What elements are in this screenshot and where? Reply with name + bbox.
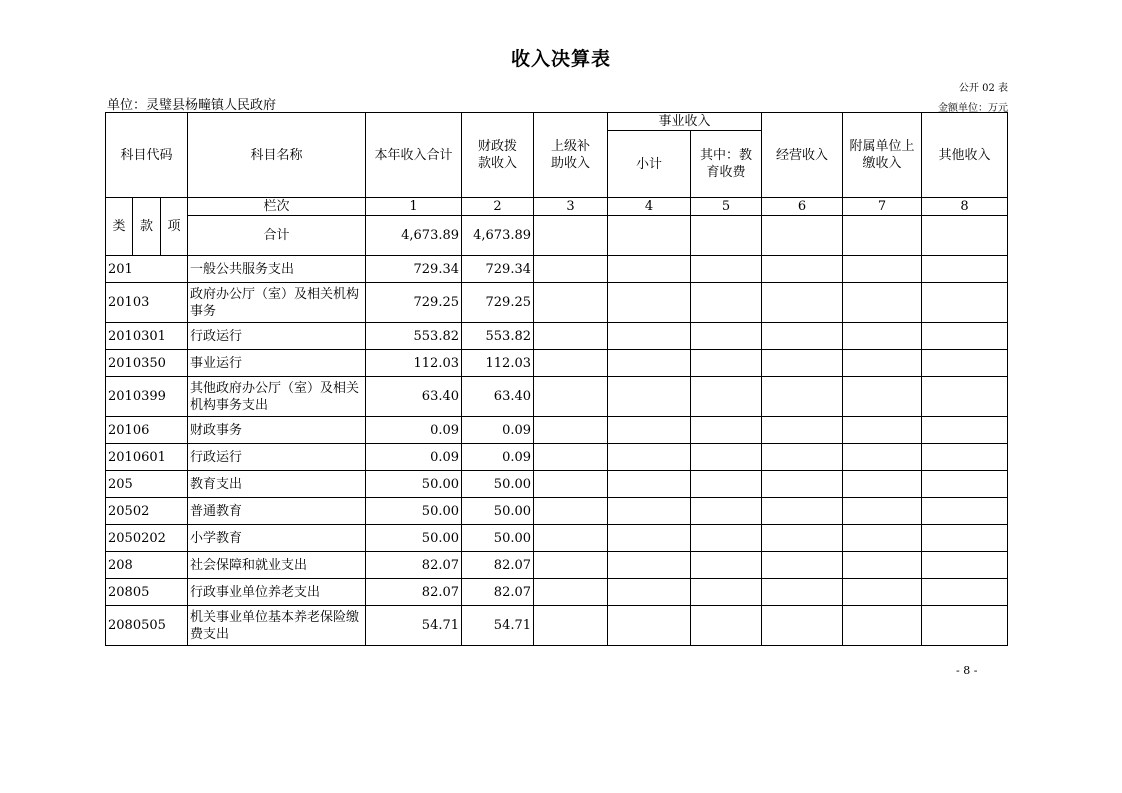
row-value (843, 444, 922, 471)
row-value (843, 579, 922, 606)
income-table (105, 112, 1008, 646)
row-value (843, 417, 922, 444)
row-value (608, 256, 691, 283)
row-value: 553.82 (366, 323, 462, 350)
table-row (106, 471, 1008, 498)
row-code: 20103 (106, 283, 188, 323)
row-value (922, 579, 1008, 606)
row-value (691, 444, 762, 471)
row-value: 553.82 (462, 323, 534, 350)
col-number: 7 (843, 198, 922, 216)
row-value (534, 498, 608, 525)
row-value (608, 350, 691, 377)
row-value (534, 417, 608, 444)
form-code: 公开 02 表 (958, 83, 1008, 94)
row-value (843, 350, 922, 377)
row-value (691, 417, 762, 444)
row-value (534, 606, 608, 646)
page-title: 收入决算表 (510, 48, 611, 70)
header-superior: 上级补助收入 (534, 113, 608, 198)
header-business: 事业收入 (608, 113, 762, 131)
table-row (106, 552, 1008, 579)
row-value (922, 377, 1008, 417)
row-value (922, 606, 1008, 646)
row-value: 54.71 (462, 606, 534, 646)
row-value (762, 417, 843, 444)
row-value (691, 471, 762, 498)
row-name: 机关事业单位基本养老保险缴费支出 (188, 606, 366, 646)
row-value: 729.34 (366, 256, 462, 283)
header-xiang: 项 (161, 198, 188, 256)
row-value (691, 525, 762, 552)
row-code: 2080505 (106, 606, 188, 646)
row-value: 82.07 (366, 552, 462, 579)
row-code: 2010399 (106, 377, 188, 417)
row-value: 50.00 (366, 471, 462, 498)
row-name: 行政运行 (188, 323, 366, 350)
row-value: 63.40 (366, 377, 462, 417)
row-value (843, 283, 922, 323)
row-value (534, 283, 608, 323)
header-education: 其中：教育收费 (691, 131, 762, 198)
col-number: 8 (922, 198, 1008, 216)
header-code: 科目代码 (106, 113, 188, 198)
row-value (762, 283, 843, 323)
row-code: 205 (106, 471, 188, 498)
header-subtotal: 小计 (608, 131, 691, 198)
row-value (691, 256, 762, 283)
row-name: 财政事务 (188, 417, 366, 444)
row-value (922, 552, 1008, 579)
header-fiscal: 财政拨款收入 (462, 113, 534, 198)
row-value (843, 606, 922, 646)
row-value: 112.03 (462, 350, 534, 377)
row-value: 50.00 (366, 525, 462, 552)
row-code: 2010301 (106, 323, 188, 350)
table-row (106, 498, 1008, 525)
table-header (106, 113, 1008, 256)
row-value (762, 606, 843, 646)
row-value (534, 579, 608, 606)
total-cell (608, 216, 691, 256)
row-value: 63.40 (462, 377, 534, 417)
row-value (691, 606, 762, 646)
row-value (608, 471, 691, 498)
row-name: 其他政府办公厅（室）及相关机构事务支出 (188, 377, 366, 417)
row-value (762, 471, 843, 498)
row-value: 50.00 (462, 498, 534, 525)
table-body (106, 256, 1008, 646)
row-value (608, 417, 691, 444)
row-value (608, 552, 691, 579)
row-code: 20805 (106, 579, 188, 606)
total-row (106, 216, 1008, 256)
row-name: 事业运行 (188, 350, 366, 377)
row-value (534, 377, 608, 417)
row-value (608, 579, 691, 606)
table-row (106, 323, 1008, 350)
row-value (843, 323, 922, 350)
header-kuan: 款 (133, 198, 161, 256)
row-value (843, 377, 922, 417)
row-name: 社会保障和就业支出 (188, 552, 366, 579)
row-value (843, 498, 922, 525)
header-lei: 类 (106, 198, 133, 256)
total-cell: 4,673.89 (366, 216, 462, 256)
row-name: 一般公共服务支出 (188, 256, 366, 283)
total-cell (691, 216, 762, 256)
row-value (608, 444, 691, 471)
row-value (762, 256, 843, 283)
row-value (922, 323, 1008, 350)
total-label: 合计 (188, 216, 366, 256)
row-value: 112.03 (366, 350, 462, 377)
total-cell (762, 216, 843, 256)
header-affiliated: 附属单位上缴收入 (843, 113, 922, 198)
table-row (106, 350, 1008, 377)
row-value (762, 498, 843, 525)
row-value (608, 323, 691, 350)
row-value: 729.25 (366, 283, 462, 323)
row-value (691, 377, 762, 417)
table-row (106, 283, 1008, 323)
row-value (922, 525, 1008, 552)
row-name: 普通教育 (188, 498, 366, 525)
row-value (534, 323, 608, 350)
table-row (106, 256, 1008, 283)
col-number: 6 (762, 198, 843, 216)
table-row (106, 525, 1008, 552)
row-value (922, 498, 1008, 525)
row-value: 0.09 (462, 417, 534, 444)
row-value (843, 256, 922, 283)
table-row (106, 444, 1008, 471)
row-value: 50.00 (366, 498, 462, 525)
unit-label: 单位：灵璧县杨疃镇人民政府 (107, 98, 277, 113)
row-value (691, 579, 762, 606)
col-number: 1 (366, 198, 462, 216)
row-name: 政府办公厅（室）及相关机构事务 (188, 283, 366, 323)
row-value (534, 350, 608, 377)
row-value (534, 256, 608, 283)
row-code: 2010350 (106, 350, 188, 377)
row-value (691, 350, 762, 377)
row-value (608, 525, 691, 552)
page-number: - 8 - (956, 664, 978, 677)
table-row (106, 579, 1008, 606)
row-value (691, 552, 762, 579)
header-other: 其他收入 (922, 113, 1008, 198)
row-value: 50.00 (462, 525, 534, 552)
row-value (691, 323, 762, 350)
row-name: 小学教育 (188, 525, 366, 552)
row-name: 行政运行 (188, 444, 366, 471)
col-number: 3 (534, 198, 608, 216)
table-row (106, 417, 1008, 444)
row-value (608, 283, 691, 323)
row-value (843, 552, 922, 579)
col-number: 5 (691, 198, 762, 216)
row-value (922, 256, 1008, 283)
header-column-index: 栏次 (188, 198, 366, 216)
row-value: 729.25 (462, 283, 534, 323)
row-value (534, 552, 608, 579)
row-value (762, 579, 843, 606)
row-value (534, 471, 608, 498)
row-code: 20502 (106, 498, 188, 525)
total-cell (922, 216, 1008, 256)
row-code: 208 (106, 552, 188, 579)
total-cell: 4,673.89 (462, 216, 534, 256)
row-value (534, 525, 608, 552)
row-name: 教育支出 (188, 471, 366, 498)
col-number: 4 (608, 198, 691, 216)
row-value (608, 498, 691, 525)
row-value (691, 283, 762, 323)
row-value: 54.71 (366, 606, 462, 646)
row-value (608, 377, 691, 417)
row-value (922, 471, 1008, 498)
row-value: 729.34 (462, 256, 534, 283)
row-value: 82.07 (462, 552, 534, 579)
row-value (762, 323, 843, 350)
row-value: 82.07 (366, 579, 462, 606)
amount-unit: 金额单位：万元 (938, 103, 1008, 114)
row-value: 50.00 (462, 471, 534, 498)
row-code: 20106 (106, 417, 188, 444)
total-cell (843, 216, 922, 256)
total-cell (534, 216, 608, 256)
row-value (762, 525, 843, 552)
row-value (762, 350, 843, 377)
row-code: 2050202 (106, 525, 188, 552)
header-operating: 经营收入 (762, 113, 843, 198)
row-value: 0.09 (462, 444, 534, 471)
row-value (608, 606, 691, 646)
row-value (843, 471, 922, 498)
row-value (691, 498, 762, 525)
row-value (762, 552, 843, 579)
row-value: 82.07 (462, 579, 534, 606)
row-value (922, 444, 1008, 471)
row-value (534, 444, 608, 471)
row-value (762, 444, 843, 471)
row-value: 0.09 (366, 417, 462, 444)
header-total: 本年收入合计 (366, 113, 462, 198)
row-value (922, 350, 1008, 377)
row-value (762, 377, 843, 417)
row-value (922, 283, 1008, 323)
row-value: 0.09 (366, 444, 462, 471)
col-number: 2 (462, 198, 534, 216)
header-name: 科目名称 (188, 113, 366, 198)
table-row (106, 606, 1008, 646)
row-name: 行政事业单位养老支出 (188, 579, 366, 606)
row-value (922, 417, 1008, 444)
row-code: 201 (106, 256, 188, 283)
row-code: 2010601 (106, 444, 188, 471)
row-value (843, 525, 922, 552)
table-row (106, 377, 1008, 417)
